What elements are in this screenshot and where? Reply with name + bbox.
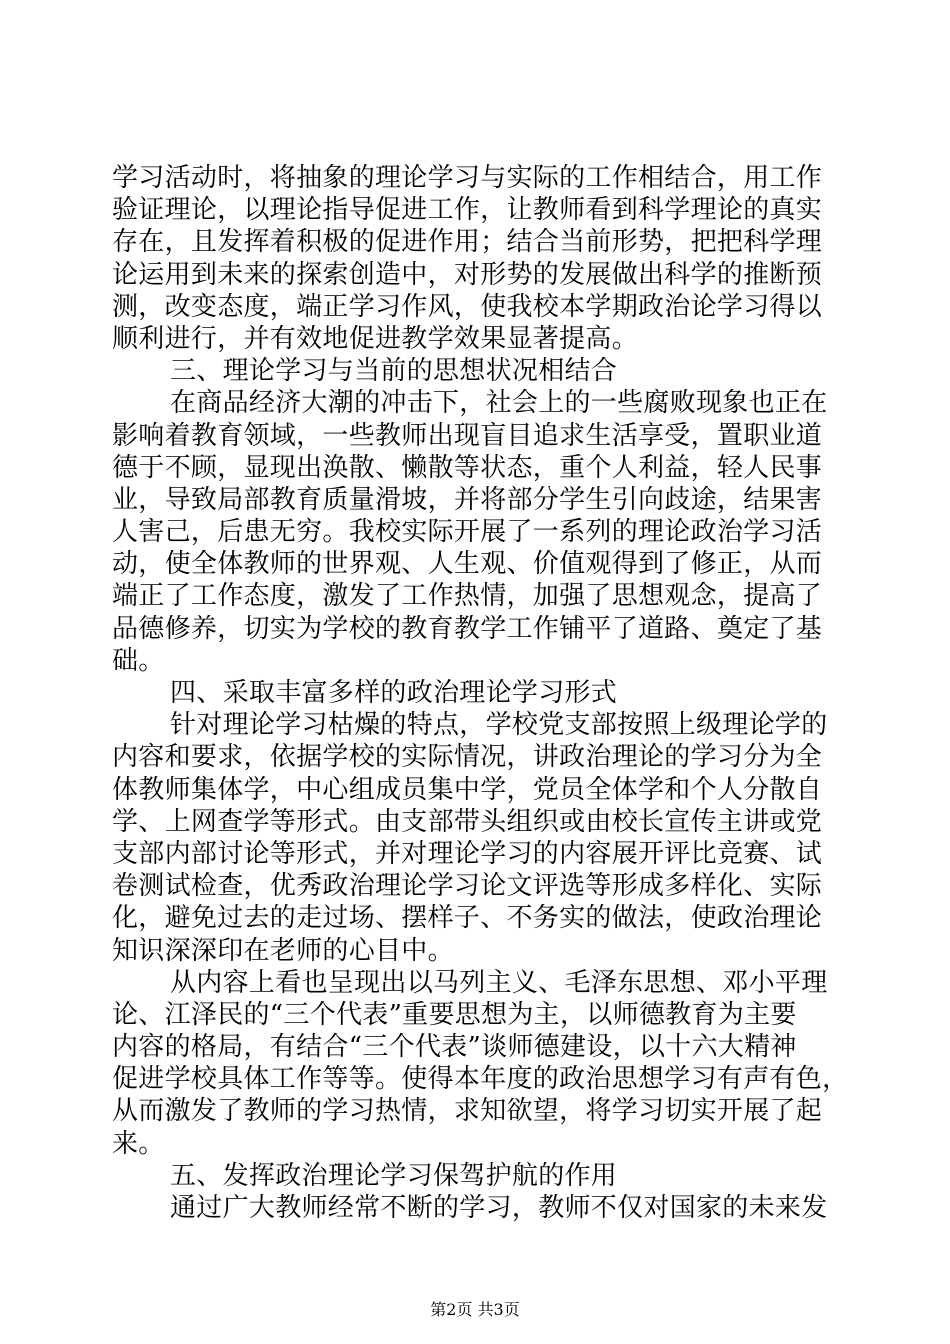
paragraph [112,967,849,1160]
text-line: 四、采取丰富多样的政治理论学习形式 [170,678,618,708]
text-line: 三、理论学习与当前的思想状况相结合 [170,356,618,387]
document-body [112,162,849,1224]
paragraph [112,387,842,677]
paragraph [112,1192,842,1224]
text-line: 内容的格局，有结合“三个代表”谈师德建设，以十六大精神 [112,1032,797,1063]
section-heading [112,355,842,387]
text-line: 来。 [112,1128,165,1159]
section-heading [112,677,842,709]
text-line: 化，避免过去的走过场、摆样子、不务实的做法，使政治理论 [112,903,823,934]
paragraph [112,709,842,967]
text-line: 动，使全体教师的世界观、人生观、价值观得到了修正，从而 [112,549,823,580]
text-line: 从内容上看也呈现出以马列主义、毛泽东思想、邓小平理 [170,967,828,998]
text-line: 支部内部讨论等形式，并对理论学习的内容展开评比竞赛、试 [112,838,823,869]
text-line: 促进学校具体工作等等。使得本年度的政治思想学习有声有色， [112,1064,849,1095]
text-line: 端正了工作态度，激发了工作热情，加强了思想观念，提高了 [112,581,823,612]
text-line: 品德修养，切实为学校的教育教学工作铺平了道路、奠定了基 [112,613,823,644]
text-line: 测，改变态度，端正学习作风，使我校本学期政治论学习得以 [112,291,823,322]
text-line: 卷测试检查，优秀政治理论学习论文评选等形成多样化、实际 [112,871,823,902]
text-line: 体教师集体学，中心组成员集中学，党员全体学和个人分散自 [112,774,823,805]
text-line: 验证理论，以理论指导促进工作，让教师看到科学理论的真实 [112,195,823,226]
text-line: 人害己，后患无穷。我校实际开展了一系列的理论政治学习活 [112,517,823,548]
text-line: 业，导致局部教育质量滑坡，并将部分学生引向歧途，结果害 [112,484,823,515]
text-line: 针对理论学习枯燥的特点，学校党支部按照上级理论学的 [170,710,828,741]
text-line: 顺利进行，并有效地促进教学效果显著提高。 [112,323,639,354]
text-line: 从而激发了教师的学习热情，求知欲望，将学习切实开展了起 [112,1096,823,1127]
text-line: 存在，且发挥着积极的促进作用；结合当前形势，把把科学理 [112,227,823,258]
section-heading [112,1160,842,1192]
text-line: 德于不顾，显现出涣散、懒散等状态，重个人利益，轻人民事 [112,452,823,483]
text-line: 学、上网查学等形式。由支部带头组织或由校长宣传主讲或党 [112,806,823,837]
text-line: 五、发挥政治理论学习保驾护航的作用 [170,1160,618,1191]
page-number: 第2页 共3页 [430,1300,520,1319]
paragraph [112,162,842,355]
page-footer [0,1300,950,1320]
text-line: 学习活动时，将抽象的理论学习与实际的工作相结合，用工作 [112,163,823,193]
text-line: 内容和要求，依据学校的实际情况，讲政治理论的学习分为全 [112,742,823,773]
text-line: 础。 [112,645,165,676]
text-line: 在商品经济大潮的冲击下，社会上的一些腐败现象也正在 [170,388,828,419]
text-line: 论运用到未来的探索创造中，对形势的发展做出科学的推断预 [112,259,823,290]
text-line: 知识深深印在老师的心目中。 [112,935,454,966]
text-line: 影响着教育领域，一些教师出现盲目追求生活享受，置职业道 [112,420,823,451]
text-line: 论、江泽民的“三个代表”重要思想为主，以师德教育为主要 [112,999,797,1030]
text-line: 通过广大教师经常不断的学习，教师不仅对国家的未来发 [170,1193,828,1223]
